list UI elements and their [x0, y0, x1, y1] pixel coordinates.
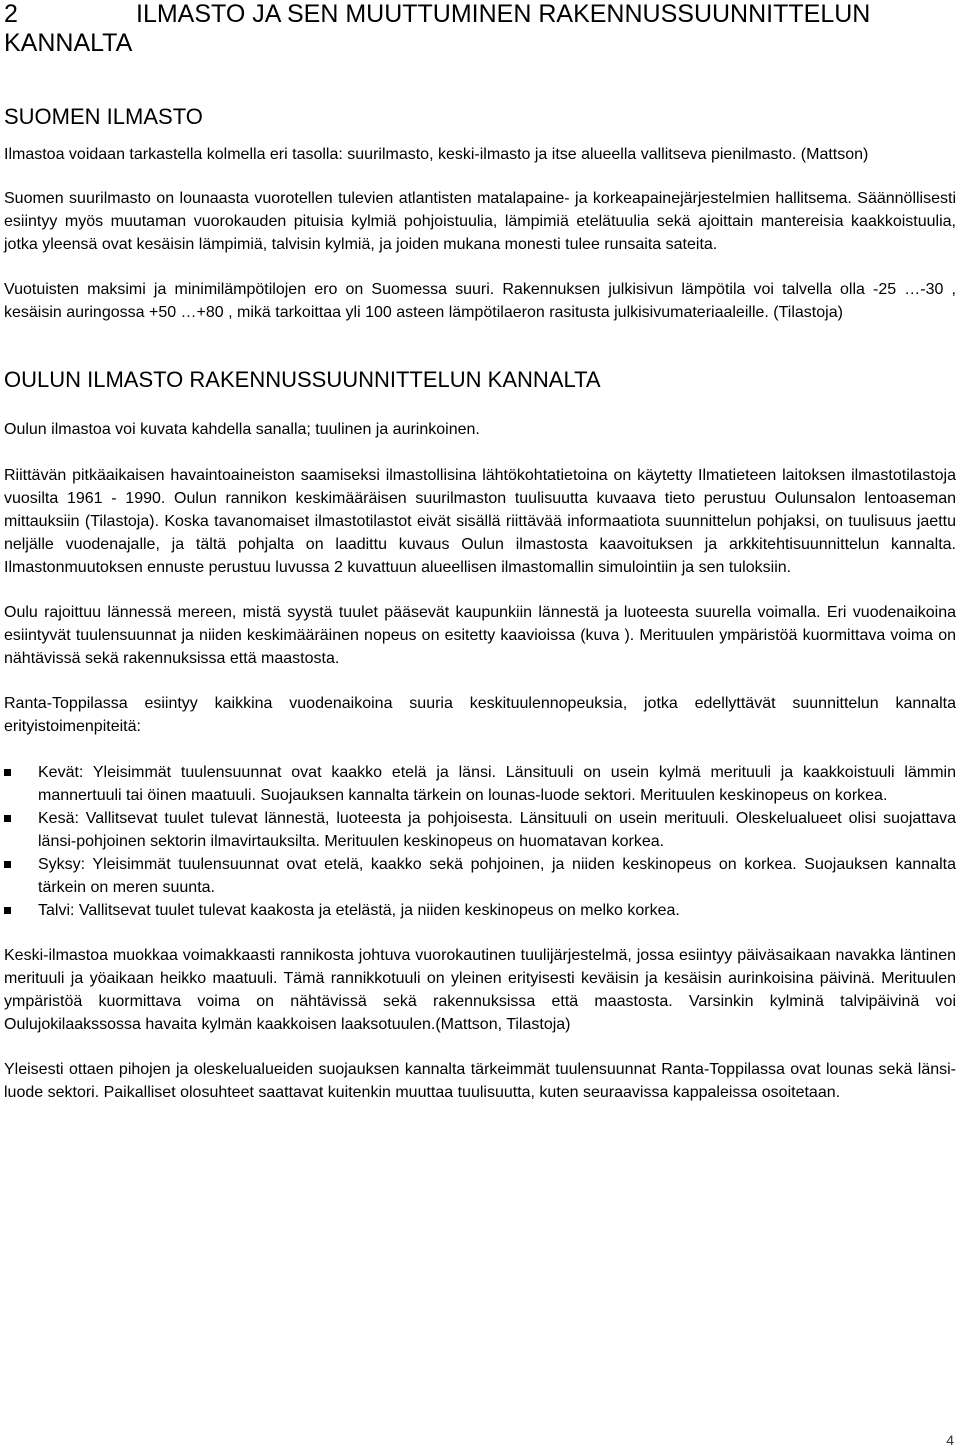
- section-heading-oulun-ilmasto: OULUN ILMASTO RAKENNUSSUUNNITTELUN KANNALTA: [4, 367, 601, 392]
- page-number: 4: [946, 1432, 954, 1448]
- section-heading-suomen-ilmasto: SUOMEN ILMASTO: [4, 104, 203, 129]
- chapter-title-continued: KANNALTA: [4, 29, 133, 57]
- chapter-heading: [4, 0, 956, 29]
- paragraph: Oulu rajoittuu lännessä mereen, mistä syystä tuulet pääsevät kaupunkiin lännestä ja luoteesta suurella voimalla. Eri vuodenaikoina esiintyvät tuulensuunnat ja niiden keskimääräinen nopeus on esitetty kaavioissa (kuva ). Merituulen ympäristöä kuormittava voima on nähtävissä sekä rakennuksissa että maastosta.: [4, 604, 956, 667]
- paragraph: Yleisesti ottaen pihojen ja oleskelualueiden suojauksen kannalta tärkeimmät tuulensuunnat Ranta-Toppilassa ovat lounas sekä länsi-luode sektori. Paikalliset olosuhteet saattavat kuitenkin muuttaa tuulisuutta, kuten seuraavissa kappaleissa osoitetaan.: [4, 1061, 956, 1101]
- document-page: [4, 0, 956, 1104]
- paragraph: Keski-ilmastoa muokkaa voimakkaasti rannikosta johtuva vuorokautinen tuulijärjestelmä, jossa esiintyy päiväsaikaan navakka läntinen merituuli ja yöaikaan heikko maatuuli. Tämä rannikkotuuli on yleinen erityisesti keväisin ja kesäisin aurinkoisina päivinä. Merituulen ympäristöä kuormittava voima on nähtävissä sekä rakennuksissa että maastosta. Varsinkin kylminä talvipäivinä voi Oulujokilaakssossa havaita kylmän kaakkoisen laaksotuulen.(Mattson, Tilastoja): [4, 947, 956, 1033]
- chapter-title: ILMASTO JA SEN MUUTTUMINEN RAKENNUSSUUNNITTELUN: [136, 0, 871, 28]
- bullet-icon: [4, 907, 11, 914]
- list-item: Kevät: Yleisimmät tuulensuunnat ovat kaakko etelä ja länsi. Länsituuli on usein kylmä merituuli ja kaakkoistuuli lämmin mannertuuli tai öinen maatuuli. Suojauksen kannalta tärkein on lounas-luode sektori. Merituulen keskinopeus on korkea.: [4, 761, 956, 807]
- bullet-icon: [4, 769, 11, 776]
- paragraph: Oulun ilmastoa voi kuvata kahdella sanalla; tuulinen ja aurinkoinen.: [4, 421, 480, 438]
- paragraph: Vuotuisten maksimi ja minimilämpötilojen ero on Suomessa suuri. Rakennuksen julkisivun lämpötila voi talvella olla -25 …-30 , kesäisin auringossa +50 …+80 , mikä tarkoittaa yli 100 asteen lämpötilaeron rasitusta julkisivumateriaaleille. (Tilastoja): [4, 281, 956, 321]
- bullet-icon: [4, 815, 11, 822]
- list-item: Talvi: Vallitsevat tuulet tulevat kaakosta ja etelästä, ja niiden keskinopeus on melko korkea.: [4, 899, 956, 922]
- paragraph: Ilmastoa voidaan tarkastella kolmella eri tasolla: suurilmasto, keski-ilmasto ja itse alueella vallitseva pienilmasto. (Mattson): [4, 146, 869, 163]
- wind-season-list: [4, 761, 956, 922]
- list-item: Kesä: Vallitsevat tuulet tulevat lännestä, luoteesta ja pohjoisesta. Länsituuli on usein merituuli. Oleskelualueet olisi suojattava länsi-pohjoinen sektorin ilmavirtauksilta. Merituulen keskinopeus on huomatavan korkea.: [4, 807, 956, 853]
- bullet-icon: [4, 861, 11, 868]
- paragraph: Ranta-Toppilassa esiintyy kaikkina vuodenaikoina suuria keskituulennopeuksia, jotka edellyttävät suunnittelun kannalta erityistoimenpiteitä:: [4, 695, 956, 735]
- list-item: Syksy: Yleisimmät tuulensuunnat ovat etelä, kaakko sekä pohjoinen, ja niiden keskinopeus on korkea. Suojauksen kannalta tärkein on meren suunta.: [4, 853, 956, 899]
- chapter-number: 2: [4, 0, 18, 28]
- paragraph: Riittävän pitkäaikaisen havaintoaineiston saamiseksi ilmastollisina lähtökohtatietoina on käytetty Ilmatieteen laitoksen ilmastotilastoja vuosilta 1961 - 1990. Oulun rannikon keskimääräisen suurilmaston tuulisuutta kuvaava tieto perustuu Oulunsalon lentoaseman mittauksiin (Tilastoja). Koska tavanomaiset ilmastotilastot eivät sisällä riittävää informaatiota suunnittelun pohjaksi, on tuulisuus jaettu neljälle vuodenajalle, ja tältä pohjalta on laadittu kuvaus Oulun ilmastosta kaavoituksen ja arkkitehtisuunnittelun kannalta. Ilmastonmuutoksen ennuste perustuu luvussa 2 kuvattuun alueellisen ilmastomallin simulointiin ja sen tuloksiin.: [4, 467, 956, 576]
- paragraph: Suomen suurilmasto on lounaasta vuorotellen tulevien atlantisten matalapaine- ja korkeapainejärjestelmien hallitsema. Säännöllisesti esiintyy myös muutaman vuorokauden pituisia kylmiä pohjoistuulia, lämpimiä etelätuulia sekä ajoittain mantereisia kaakkoistuulia, jotka yleensä ovat kesäisin lämpimiä, talvisin kylmiä, ja joiden mukana monesti tulee runsaita sateita.: [4, 190, 956, 253]
